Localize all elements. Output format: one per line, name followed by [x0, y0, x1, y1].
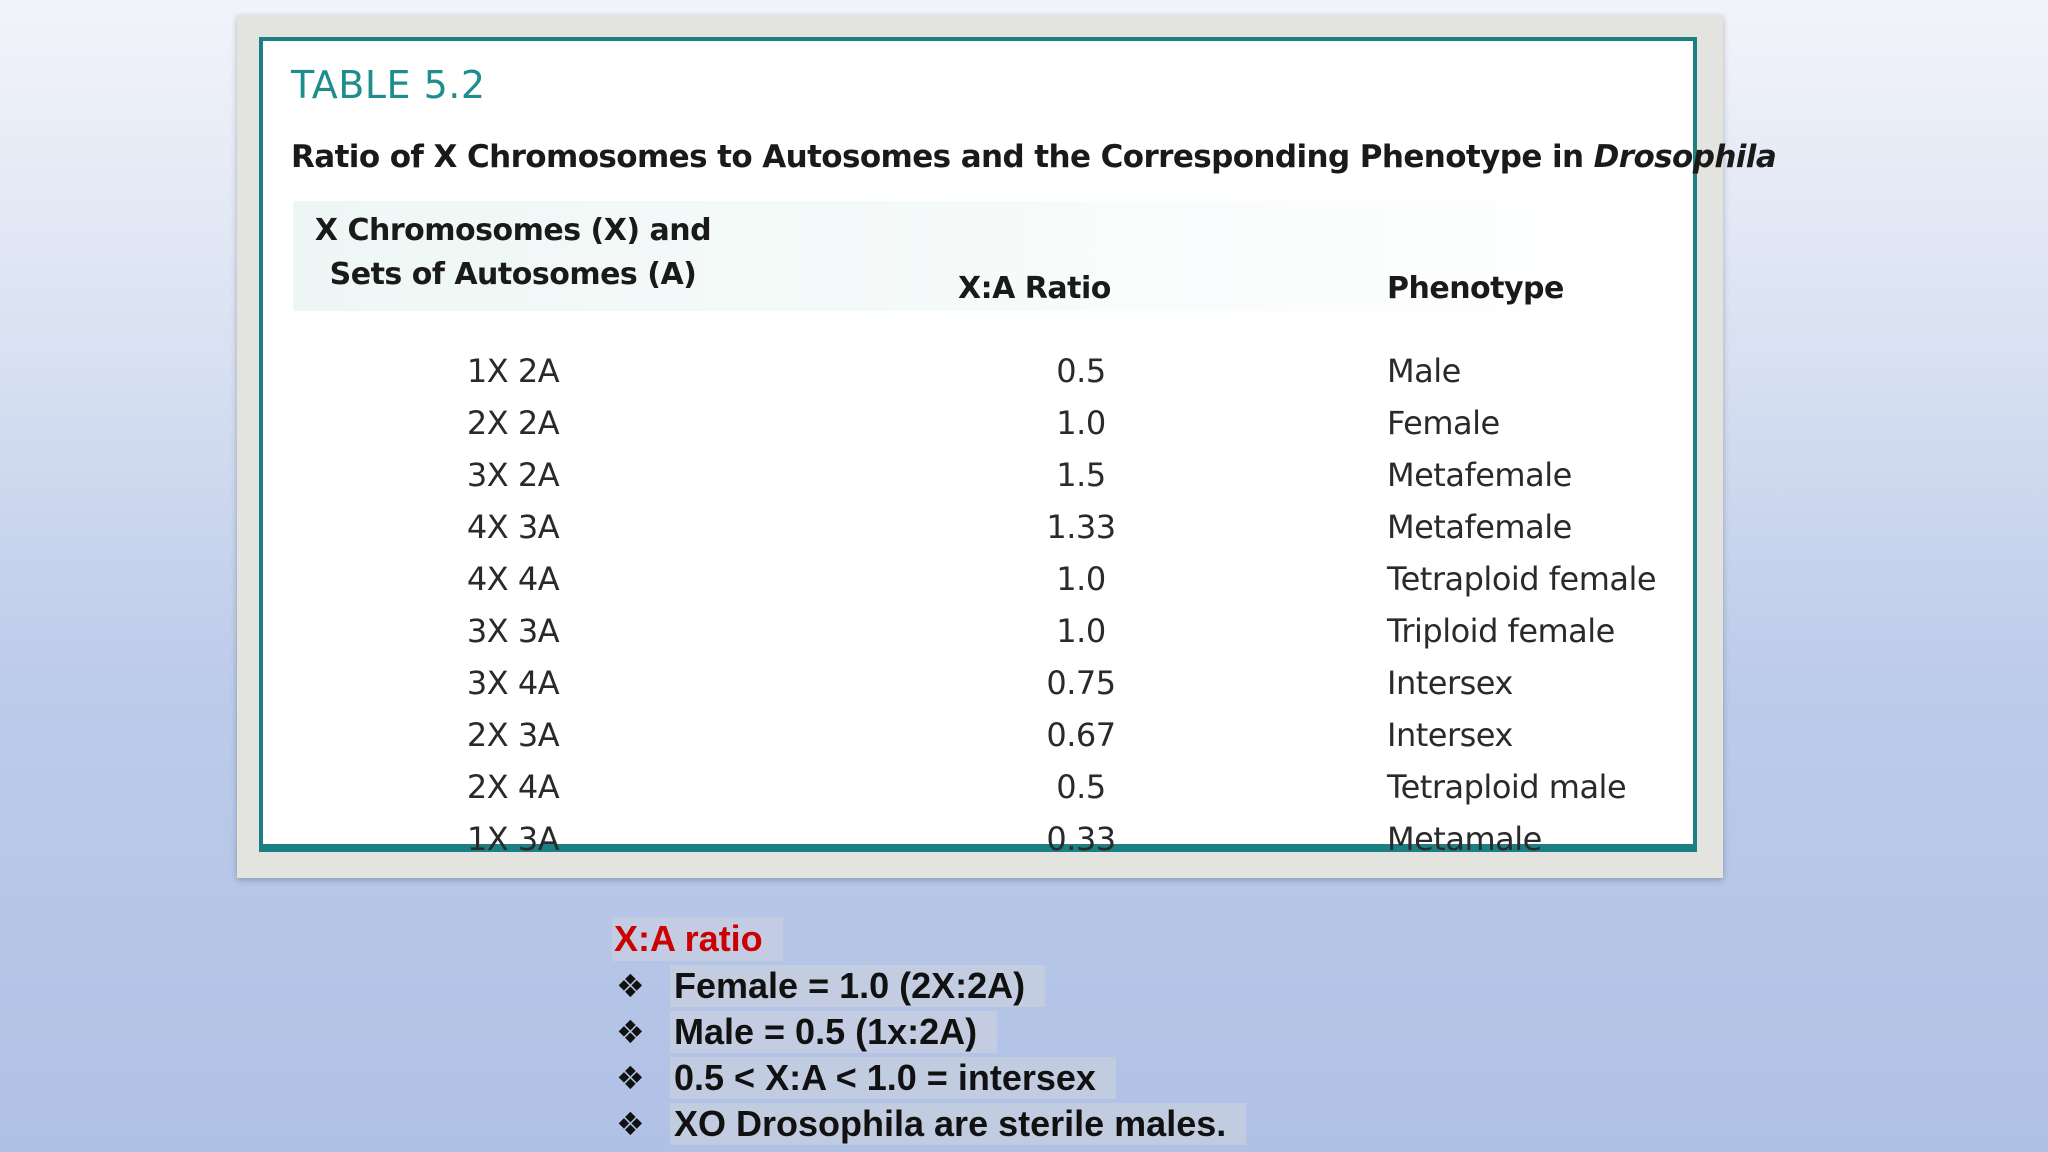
- cell-ratio: 1.0: [1056, 404, 1106, 442]
- table-row: [263, 553, 1693, 605]
- diamond-bullet-icon: ❖: [616, 967, 645, 1005]
- table-row: [263, 345, 1693, 397]
- note-text: 0.5 < X:A < 1.0 = intersex: [670, 1057, 1116, 1099]
- cell-phenotype: Intersex: [1387, 664, 1513, 702]
- cell-chromosomes: 1X 2A: [466, 352, 560, 390]
- table-label: TABLE 5.2: [291, 63, 486, 107]
- note-item: [612, 1055, 1096, 1101]
- notes-block: [612, 917, 1227, 1147]
- cell-chromosomes: 3X 2A: [466, 456, 560, 494]
- column-header-chromosomes: X Chromosomes (X) and Sets of Autosomes (A): [314, 213, 712, 292]
- cell-chromosomes: 1X 3A: [466, 820, 560, 858]
- cell-ratio: 1.5: [1056, 456, 1106, 494]
- cell-ratio: 0.33: [1046, 820, 1116, 858]
- note-item: [612, 1101, 1227, 1147]
- note-text: Male = 0.5 (1x:2A): [670, 1011, 997, 1053]
- cell-phenotype: Triploid female: [1387, 612, 1615, 650]
- cell-chromosomes: 2X 4A: [466, 768, 560, 806]
- cell-ratio: 1.0: [1056, 612, 1106, 650]
- table-row: [263, 761, 1693, 813]
- cell-chromosomes: 2X 3A: [466, 716, 560, 754]
- cell-phenotype: Male: [1387, 352, 1461, 390]
- table-row: [263, 813, 1693, 865]
- cell-ratio: 1.33: [1046, 508, 1116, 546]
- table-row: [263, 449, 1693, 501]
- table-row: [263, 709, 1693, 761]
- note-text: XO Drosophila are sterile males.: [670, 1103, 1246, 1145]
- diamond-bullet-icon: ❖: [616, 1105, 645, 1143]
- cell-phenotype: Tetraploid female: [1387, 560, 1657, 598]
- cell-phenotype: Metafemale: [1387, 508, 1572, 546]
- cell-phenotype: Tetraploid male: [1387, 768, 1627, 806]
- table-row: [263, 657, 1693, 709]
- cell-chromosomes: 3X 3A: [466, 612, 560, 650]
- table-image-frame: [237, 15, 1777, 878]
- cell-phenotype: Metafemale: [1387, 456, 1572, 494]
- cell-chromosomes: 4X 4A: [466, 560, 560, 598]
- table-row: [263, 605, 1693, 657]
- column-header-ratio: X:A Ratio: [958, 271, 1111, 306]
- cell-chromosomes: 2X 2A: [466, 404, 560, 442]
- table-caption-main: Ratio of X Chromosomes to Autosomes and the Corresponding Phenotype in: [291, 139, 1584, 175]
- cell-ratio: 0.5: [1056, 768, 1106, 806]
- diamond-bullet-icon: ❖: [616, 1059, 645, 1097]
- cell-chromosomes: 4X 3A: [466, 508, 560, 546]
- note-text: Female = 1.0 (2X:2A): [670, 965, 1045, 1007]
- cell-phenotype: Female: [1387, 404, 1500, 442]
- table-body: [263, 345, 1693, 865]
- cell-ratio: 1.0: [1056, 560, 1106, 598]
- column-header-phenotype: Phenotype: [1387, 271, 1564, 306]
- table-caption-italic: Drosophila: [1593, 139, 1777, 175]
- table-caption: [291, 139, 1776, 175]
- diamond-bullet-icon: ❖: [616, 1013, 645, 1051]
- notes-title: X:A ratio: [612, 917, 783, 961]
- cell-ratio: 0.5: [1056, 352, 1106, 390]
- table-panel: [259, 37, 1777, 858]
- cell-phenotype: Metamale: [1387, 820, 1542, 858]
- cell-ratio: 0.67: [1046, 716, 1116, 754]
- table-row: [263, 501, 1693, 553]
- cell-phenotype: Intersex: [1387, 716, 1513, 754]
- table-row: [263, 397, 1693, 449]
- cell-chromosomes: 3X 4A: [466, 664, 560, 702]
- note-item: [612, 963, 1026, 1009]
- cell-ratio: 0.75: [1046, 664, 1116, 702]
- note-item: [612, 1009, 978, 1055]
